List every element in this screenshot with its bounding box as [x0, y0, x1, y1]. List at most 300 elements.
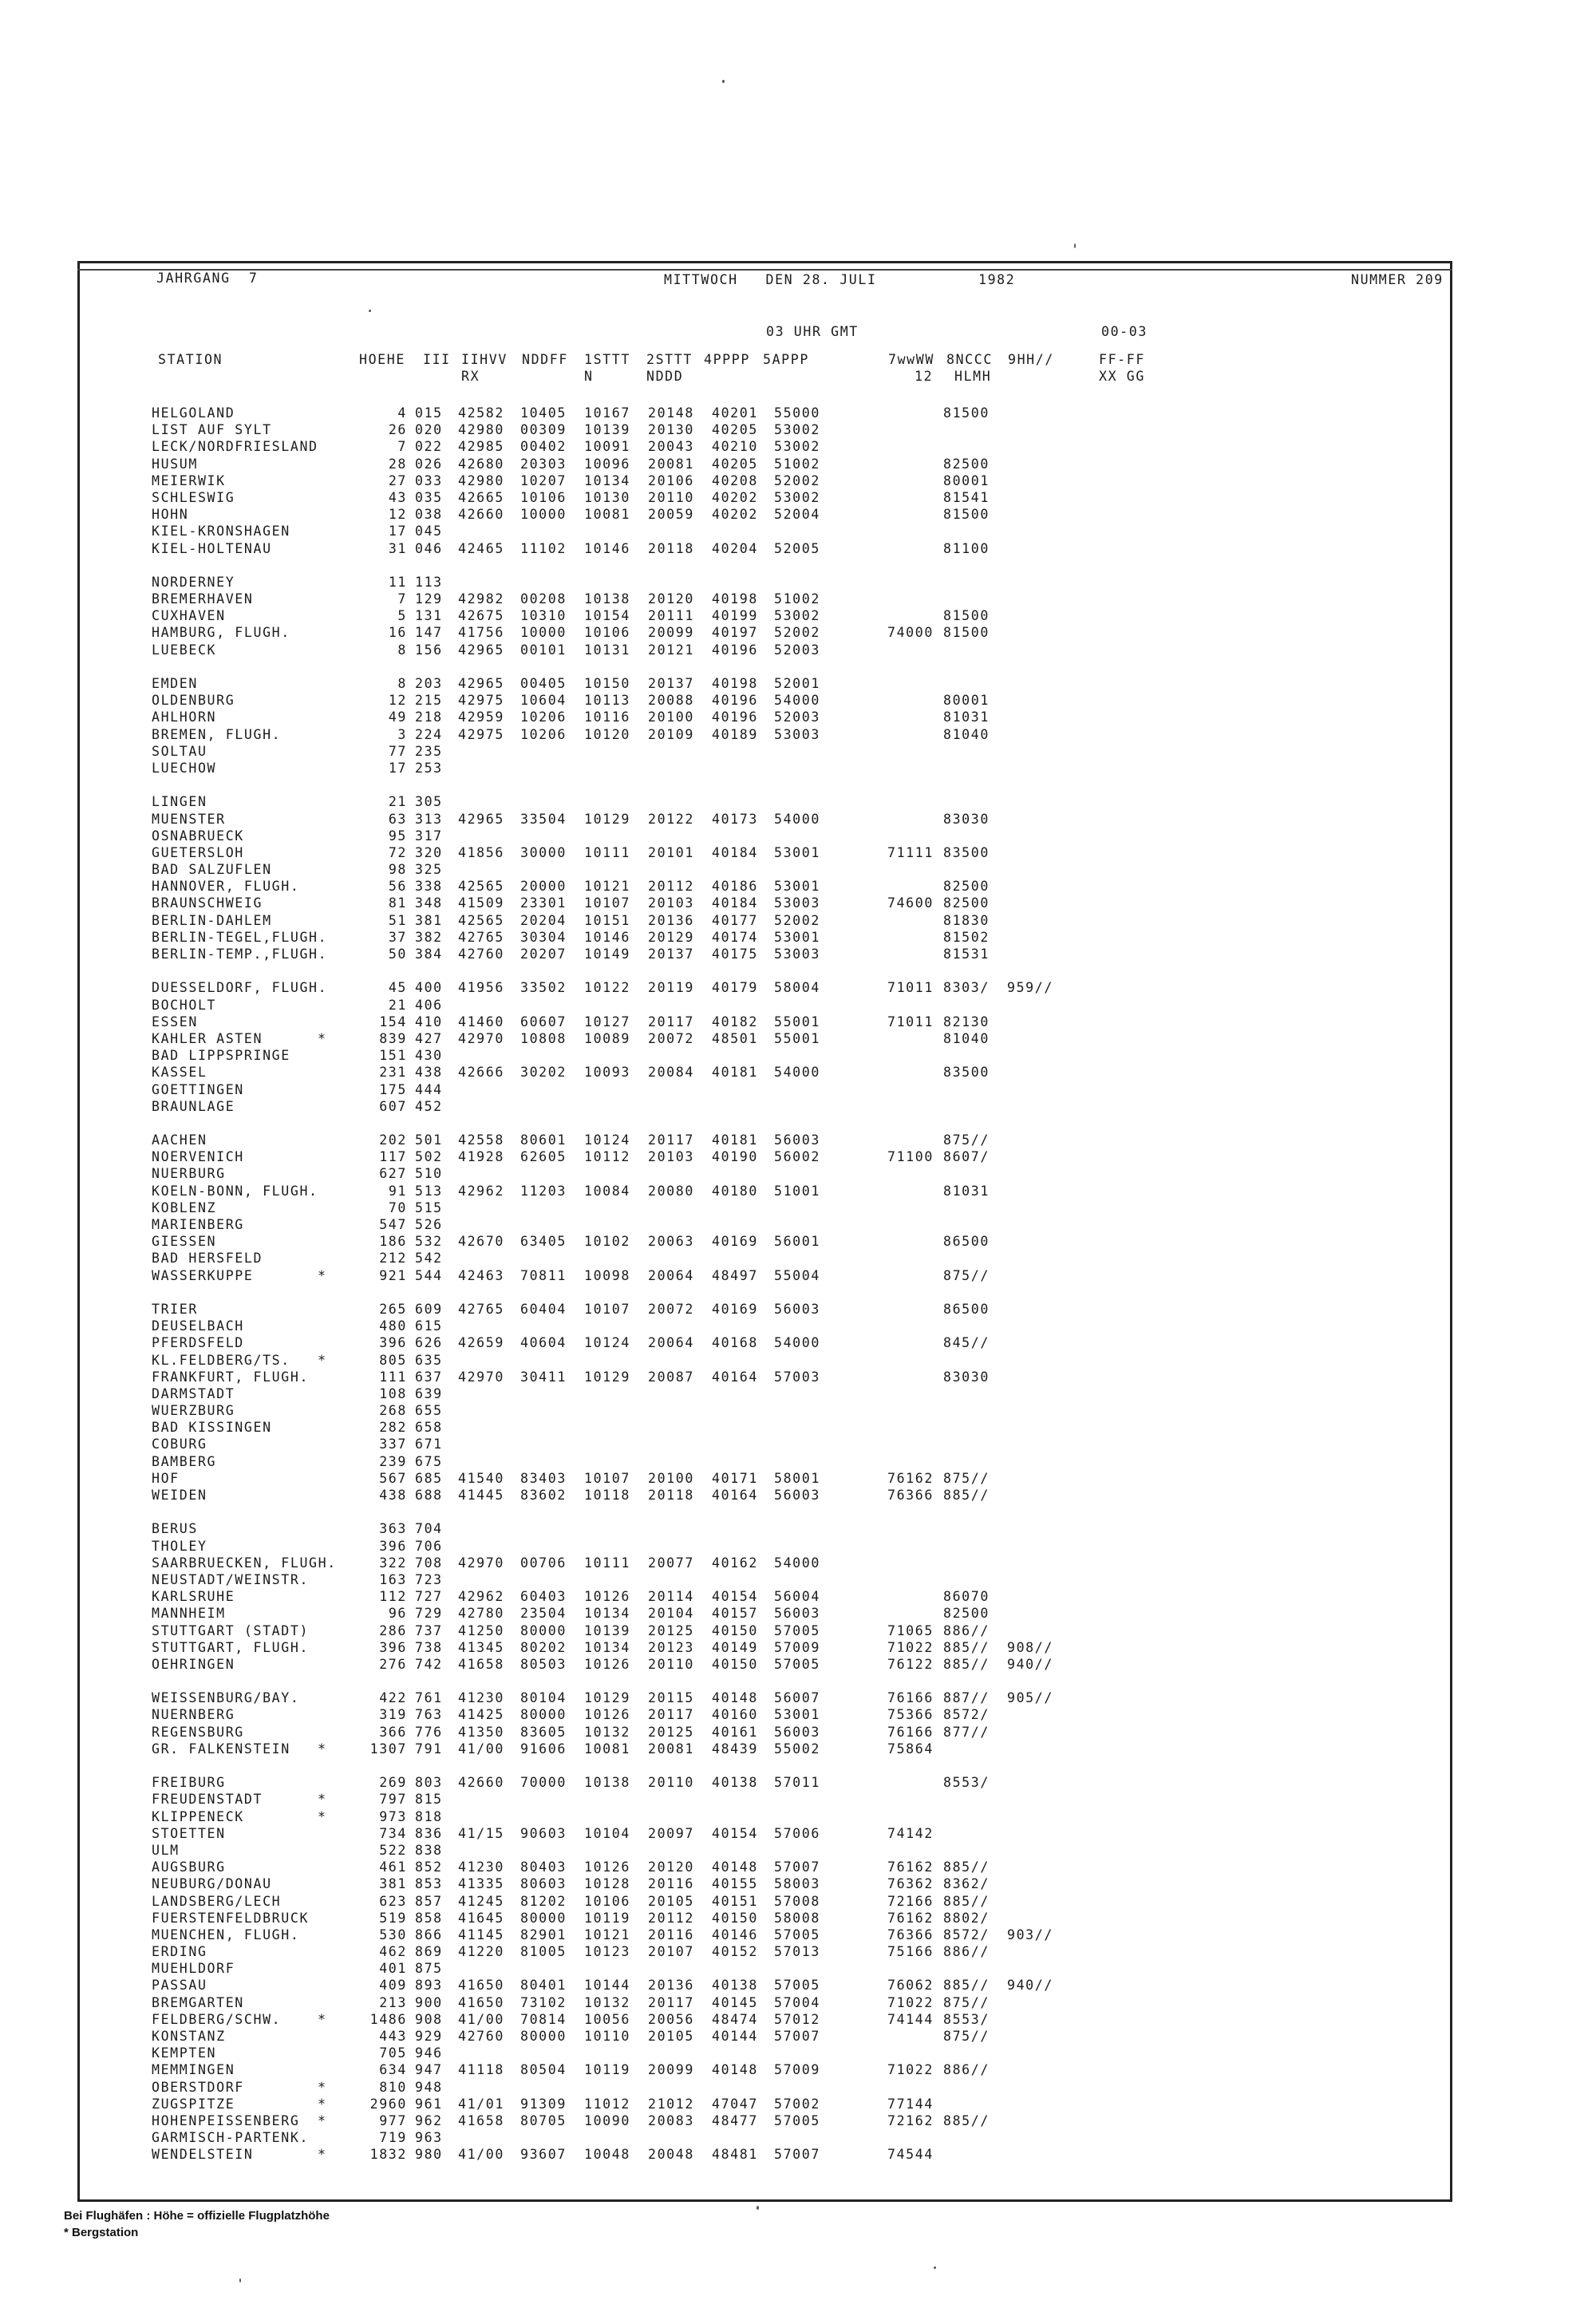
group-5appp: 52002 [774, 472, 820, 488]
station-height: 12 [388, 507, 407, 523]
group-4pppp: 48501 [712, 1030, 758, 1046]
group-iihvv: 42965 [458, 642, 504, 658]
group-1sttt: 10120 [584, 726, 630, 742]
station-height: 363 [379, 1521, 407, 1537]
group-nddff: 60607 [520, 1014, 567, 1029]
station-index: 818 [415, 1808, 443, 1824]
scan-speck [757, 2206, 759, 2210]
group-iihvv: 42558 [458, 1132, 504, 1148]
group-nddff: 81005 [520, 1944, 567, 1960]
group-5appp: 54000 [774, 1555, 820, 1571]
station-index: 671 [415, 1437, 443, 1452]
group-4pppp: 40189 [712, 726, 758, 742]
group-7wwww: 75366 [887, 1707, 934, 1723]
group-nddff: 80202 [520, 1639, 567, 1655]
year-label: 1982 [978, 272, 1016, 287]
station-height: 409 [379, 1978, 407, 1994]
col-header-c3: 1STTT [584, 352, 630, 367]
group-8nccc: 86500 [943, 1234, 990, 1250]
station-index: 738 [415, 1639, 443, 1655]
station-index: 737 [415, 1622, 443, 1638]
group-iihvv: 42959 [458, 709, 504, 725]
station-index: 836 [415, 1825, 443, 1841]
station-height: 1307 [369, 1741, 407, 1757]
station-name: BERLIN-DAHLEM [152, 912, 272, 928]
group-8nccc: 82130 [943, 1014, 990, 1029]
group-4pppp: 40164 [712, 1369, 758, 1385]
group-nddff: 70000 [520, 1775, 567, 1791]
group-8nccc: 82500 [943, 895, 990, 911]
station-height: 17 [388, 760, 407, 776]
group-5appp: 52005 [774, 540, 820, 556]
footnote-mountain-station: * Bergstation [64, 2226, 139, 2239]
station-name: GIESSEN [152, 1234, 217, 1250]
group-5appp: 51002 [774, 591, 820, 607]
group-iihvv: 42985 [458, 439, 504, 455]
group-8nccc: 81040 [943, 726, 990, 742]
group-4pppp: 40175 [712, 946, 758, 962]
col-header-hoehe: HOEHE [359, 352, 405, 367]
group-4pppp: 40205 [712, 422, 758, 438]
mountain-station-marker: * [318, 1030, 327, 1046]
group-7wwww: 76362 [887, 1876, 934, 1892]
group-iihvv: 42680 [458, 456, 504, 472]
group-nddff: 10206 [520, 709, 567, 725]
station-name: BRAUNSCHWEIG [152, 895, 263, 911]
group-4pppp: 40205 [712, 456, 758, 472]
station-index: 875 [415, 1961, 443, 1977]
group-7wwww: 76122 [887, 1656, 934, 1672]
group-1sttt: 10106 [584, 1893, 630, 1909]
station-index: 544 [415, 1267, 443, 1283]
group-5appp: 52002 [774, 625, 820, 641]
group-2sttt: 20122 [648, 811, 694, 827]
station-index: 763 [415, 1707, 443, 1723]
station-name: NUERNBERG [152, 1707, 235, 1723]
group-iihvv: 41509 [458, 895, 504, 911]
group-7wwww: 77144 [887, 2096, 934, 2112]
station-height: 28 [388, 456, 407, 472]
station-index: 147 [415, 625, 443, 641]
group-2sttt: 20117 [648, 1132, 694, 1148]
station-height: 269 [379, 1775, 407, 1791]
group-5appp: 51001 [774, 1183, 820, 1199]
group-4pppp: 40201 [712, 405, 758, 421]
station-name: OLDENBURG [152, 693, 235, 709]
station-name: GOETTINGEN [152, 1081, 244, 1097]
group-4pppp: 40171 [712, 1470, 758, 1486]
group-1sttt: 10089 [584, 1030, 630, 1046]
group-1sttt: 10111 [584, 1555, 630, 1571]
station-height: 366 [379, 1724, 407, 1740]
group-nddff: 00706 [520, 1555, 567, 1571]
group-2sttt: 20080 [648, 1183, 694, 1199]
group-2sttt: 20110 [648, 489, 694, 505]
station-index: 658 [415, 1420, 443, 1436]
group-1sttt: 10106 [584, 625, 630, 641]
group-8nccc: 81500 [943, 608, 990, 624]
group-1sttt: 10167 [584, 405, 630, 421]
station-height: 239 [379, 1453, 407, 1469]
group-8nccc: 845// [943, 1335, 990, 1351]
group-nddff: 10207 [520, 472, 567, 488]
group-5appp: 57008 [774, 1893, 820, 1909]
station-name: BREMERHAVEN [152, 591, 254, 607]
col-header-c8-sub: HLMH [954, 369, 992, 384]
group-2sttt: 20120 [648, 1859, 694, 1875]
station-height: 265 [379, 1301, 407, 1317]
group-1sttt: 10132 [584, 1724, 630, 1740]
mountain-station-marker: * [318, 2096, 327, 2112]
station-height: 337 [379, 1437, 407, 1452]
station-height: 95 [388, 828, 407, 844]
station-name: KLIPPENECK [152, 1808, 244, 1824]
col-header-c8: 8NCCC [946, 352, 993, 367]
group-1sttt: 10118 [584, 1488, 630, 1503]
group-1sttt: 10126 [584, 1859, 630, 1875]
group-2sttt: 20112 [648, 879, 694, 895]
station-height: 4 [397, 405, 407, 421]
group-2sttt: 20105 [648, 2029, 694, 2044]
station-height: 268 [379, 1403, 407, 1419]
group-nddff: 91606 [520, 1741, 567, 1757]
group-4pppp: 40169 [712, 1234, 758, 1250]
group-iihvv: 41928 [458, 1149, 504, 1165]
group-2sttt: 20112 [648, 1910, 694, 1926]
station-height: 21 [388, 997, 407, 1013]
station-index: 980 [415, 2147, 443, 2163]
station-name: FREUDENSTADT [152, 1792, 263, 1808]
group-1sttt: 10126 [584, 1656, 630, 1672]
group-7wwww: 75864 [887, 1741, 934, 1757]
group-nddff: 82901 [520, 1927, 567, 1942]
group-5appp: 56003 [774, 1301, 820, 1317]
group-8nccc: 83030 [943, 811, 990, 827]
station-index: 317 [415, 828, 443, 844]
station-name: FREIBURG [152, 1775, 226, 1791]
group-4pppp: 40174 [712, 929, 758, 945]
group-1sttt: 10119 [584, 2062, 630, 2078]
station-name: KIEL-KRONSHAGEN [152, 524, 290, 539]
station-name: WASSERKUPPE [152, 1267, 254, 1283]
station-index: 685 [415, 1470, 443, 1486]
group-8nccc: 81500 [943, 405, 990, 421]
station-index: 320 [415, 844, 443, 860]
group-nddff: 10206 [520, 726, 567, 742]
group-iihvv: 42760 [458, 2029, 504, 2044]
station-index: 438 [415, 1065, 443, 1081]
station-name: AHLHORN [152, 709, 217, 725]
group-iihvv: 42465 [458, 540, 504, 556]
group-8nccc: 887// [943, 1690, 990, 1706]
station-name: FRANKFURT, FLUGH. [152, 1369, 310, 1385]
station-name: LUECHOW [152, 760, 217, 776]
station-name: LINGEN [152, 794, 207, 810]
group-iihvv: 42660 [458, 1775, 504, 1791]
group-1sttt: 10139 [584, 422, 630, 438]
group-1sttt: 10098 [584, 1267, 630, 1283]
group-nddff: 33502 [520, 980, 567, 996]
group-7wwww: 74142 [887, 1825, 934, 1841]
station-index: 513 [415, 1183, 443, 1199]
group-4pppp: 40160 [712, 1707, 758, 1723]
group-nddff: 80000 [520, 1622, 567, 1638]
group-1sttt: 10149 [584, 946, 630, 962]
group-8nccc: 81830 [943, 912, 990, 928]
group-iihvv: 42675 [458, 608, 504, 624]
group-8nccc: 8303/ [943, 980, 990, 996]
station-index: 655 [415, 1403, 443, 1419]
group-2sttt: 20088 [648, 693, 694, 709]
station-height: 607 [379, 1098, 407, 1114]
group-2sttt: 20109 [648, 726, 694, 742]
group-8nccc: 875// [943, 1470, 990, 1486]
group-7wwww: 76366 [887, 1927, 934, 1942]
group-8nccc: 875// [943, 2029, 990, 2044]
station-index: 427 [415, 1030, 443, 1046]
group-2sttt: 20116 [648, 1876, 694, 1892]
station-name: SCHLESWIG [152, 489, 235, 505]
station-height: 77 [388, 743, 407, 759]
station-height: 37 [388, 929, 407, 945]
station-name: GR. FALKENSTEIN [152, 1741, 290, 1757]
station-name: KASSEL [152, 1065, 207, 1081]
station-height: 63 [388, 811, 407, 827]
station-height: 213 [379, 1994, 407, 2010]
group-4pppp: 40190 [712, 1149, 758, 1165]
group-2sttt: 20107 [648, 1944, 694, 1960]
station-name: HELGOLAND [152, 405, 235, 421]
group-4pppp: 40184 [712, 844, 758, 860]
group-5appp: 52001 [774, 676, 820, 691]
group-iihvv: 42970 [458, 1555, 504, 1571]
group-4pppp: 40182 [712, 1014, 758, 1029]
group-1sttt: 10134 [584, 1639, 630, 1655]
group-5appp: 58008 [774, 1910, 820, 1926]
station-index: 515 [415, 1199, 443, 1215]
group-iihvv: 42666 [458, 1065, 504, 1081]
station-index: 452 [415, 1098, 443, 1114]
station-name: MUENSTER [152, 811, 226, 827]
group-5appp: 53001 [774, 844, 820, 860]
group-2sttt: 20114 [648, 1589, 694, 1605]
station-height: 72 [388, 844, 407, 860]
group-5appp: 56001 [774, 1234, 820, 1250]
group-nddff: 00101 [520, 642, 567, 658]
group-4pppp: 40204 [712, 540, 758, 556]
group-5appp: 57005 [774, 1622, 820, 1638]
station-index: 929 [415, 2029, 443, 2044]
group-7wwww: 71022 [887, 1639, 934, 1655]
col-header-c1-sub: RX [461, 369, 480, 384]
group-5appp: 57009 [774, 1639, 820, 1655]
col-header-c3-sub: N [584, 369, 594, 384]
group-4pppp: 40152 [712, 1944, 758, 1960]
station-name: ERDING [152, 1944, 207, 1960]
group-nddff: 10405 [520, 405, 567, 421]
group-iihvv: 41145 [458, 1927, 504, 1942]
station-name: BAD SALZUFLEN [152, 862, 272, 878]
station-name: KOBLENZ [152, 1199, 217, 1215]
station-index: 815 [415, 1792, 443, 1808]
group-7wwww: 76162 [887, 1470, 934, 1486]
group-2sttt: 20111 [648, 608, 694, 624]
group-iihvv: 42670 [458, 1234, 504, 1250]
station-index: 635 [415, 1352, 443, 1368]
station-height: 8 [397, 642, 407, 658]
group-4pppp: 40197 [712, 625, 758, 641]
group-2sttt: 20121 [648, 642, 694, 658]
station-name: LUEBECK [152, 642, 217, 658]
group-2sttt: 20103 [648, 1149, 694, 1165]
col-header-c5: 4PPPP [704, 352, 750, 367]
group-1sttt: 10129 [584, 1369, 630, 1385]
station-name: KAHLER ASTEN [152, 1030, 263, 1046]
group-8nccc: 885// [943, 1656, 990, 1672]
group-7wwww: 74544 [887, 2147, 934, 2163]
group-7wwww: 71111 [887, 844, 934, 860]
group-5appp: 54000 [774, 1335, 820, 1351]
station-index: 381 [415, 912, 443, 928]
group-4pppp: 40180 [712, 1183, 758, 1199]
group-nddff: 00402 [520, 439, 567, 455]
col-header-c1: IIHVV [461, 352, 508, 367]
station-index: 325 [415, 862, 443, 878]
group-8nccc: 885// [943, 1859, 990, 1875]
group-4pppp: 40196 [712, 709, 758, 725]
station-height: 1486 [369, 2011, 407, 2027]
station-height: 81 [388, 895, 407, 911]
station-name: HOHENPEISSENBERG [152, 2112, 300, 2128]
station-index: 803 [415, 1775, 443, 1791]
group-7wwww: 76366 [887, 1488, 934, 1503]
station-name: ULM [152, 1842, 180, 1858]
station-height: 623 [379, 1893, 407, 1909]
group-nddff: 10106 [520, 489, 567, 505]
group-nddff: 80401 [520, 1978, 567, 1994]
group-5appp: 57004 [774, 1994, 820, 2010]
group-4pppp: 40154 [712, 1825, 758, 1841]
group-1sttt: 10091 [584, 439, 630, 455]
station-index: 384 [415, 946, 443, 962]
group-2sttt: 20117 [648, 1014, 694, 1029]
group-4pppp: 40150 [712, 1910, 758, 1926]
group-4pppp: 48497 [712, 1267, 758, 1283]
group-1sttt: 10151 [584, 912, 630, 928]
group-5appp: 51002 [774, 456, 820, 472]
group-4pppp: 40202 [712, 507, 758, 523]
station-index: 022 [415, 439, 443, 455]
group-7wwww: 71022 [887, 2062, 934, 2078]
group-2sttt: 20118 [648, 540, 694, 556]
group-4pppp: 40210 [712, 439, 758, 455]
station-name: FELDBERG/SCHW. [152, 2011, 282, 2027]
group-nddff: 70811 [520, 1267, 567, 1283]
station-height: 797 [379, 1792, 407, 1808]
group-8nccc: 886// [943, 1944, 990, 1960]
group-7wwww: 71065 [887, 1622, 934, 1638]
station-name: NORDERNEY [152, 574, 235, 590]
group-nddff: 73102 [520, 1994, 567, 2010]
station-index: 900 [415, 1994, 443, 2010]
station-index: 338 [415, 879, 443, 895]
group-5appp: 58003 [774, 1876, 820, 1892]
group-2sttt: 20083 [648, 2112, 694, 2128]
group-8nccc: 81541 [943, 489, 990, 505]
group-2sttt: 20123 [648, 1639, 694, 1655]
group-8nccc: 82500 [943, 456, 990, 472]
group-5appp: 53002 [774, 439, 820, 455]
group-nddff: 10808 [520, 1030, 567, 1046]
group-4pppp: 48474 [712, 2011, 758, 2027]
group-2sttt: 20072 [648, 1301, 694, 1317]
group-5appp: 55000 [774, 405, 820, 421]
station-name: OSNABRUECK [152, 828, 244, 844]
station-index: 675 [415, 1453, 443, 1469]
group-iihvv: 42565 [458, 912, 504, 928]
group-1sttt: 10056 [584, 2011, 630, 2027]
group-nddff: 91309 [520, 2096, 567, 2112]
station-height: 522 [379, 1842, 407, 1858]
group-nddff: 93607 [520, 2147, 567, 2163]
group-iihvv: 42975 [458, 726, 504, 742]
station-height: 973 [379, 1808, 407, 1824]
group-7wwww: 75166 [887, 1944, 934, 1960]
station-height: 175 [379, 1081, 407, 1097]
group-iihvv: 41540 [458, 1470, 504, 1486]
station-index: 761 [415, 1690, 443, 1706]
group-2sttt: 20129 [648, 929, 694, 945]
group-5appp: 55001 [774, 1030, 820, 1046]
station-index: 510 [415, 1166, 443, 1182]
group-5appp: 58004 [774, 980, 820, 996]
station-index: 035 [415, 489, 443, 505]
group-2sttt: 20072 [648, 1030, 694, 1046]
group-8nccc: 86500 [943, 1301, 990, 1317]
group-2sttt: 20130 [648, 422, 694, 438]
group-2sttt: 20110 [648, 1775, 694, 1791]
group-2sttt: 20081 [648, 1741, 694, 1757]
group-5appp: 52004 [774, 507, 820, 523]
group-iihvv: 41445 [458, 1488, 504, 1503]
group-iihvv: 41756 [458, 625, 504, 641]
group-iihvv: 42463 [458, 1267, 504, 1283]
station-index: 776 [415, 1724, 443, 1740]
footnote-airports: Bei Flughäfen : Höhe = offizielle Flugplatzhöhe [64, 2209, 330, 2223]
group-1sttt: 10107 [584, 1470, 630, 1486]
group-4pppp: 40154 [712, 1589, 758, 1605]
group-1sttt: 10131 [584, 642, 630, 658]
station-height: 1832 [369, 2147, 407, 2163]
group-5appp: 57007 [774, 2029, 820, 2044]
group-1sttt: 11012 [584, 2096, 630, 2112]
station-height: 2960 [369, 2096, 407, 2112]
group-5appp: 52003 [774, 642, 820, 658]
station-height: 163 [379, 1571, 407, 1587]
station-height: 231 [379, 1065, 407, 1081]
group-1sttt: 10138 [584, 591, 630, 607]
station-name: KL.FELDBERG/TS. [152, 1352, 290, 1368]
group-4pppp: 40184 [712, 895, 758, 911]
group-4pppp: 40198 [712, 676, 758, 691]
group-8nccc: 81031 [943, 1183, 990, 1199]
group-1sttt: 10107 [584, 1301, 630, 1317]
group-5appp: 54000 [774, 811, 820, 827]
group-4pppp: 40186 [712, 879, 758, 895]
group-iihvv: 41856 [458, 844, 504, 860]
station-index: 727 [415, 1589, 443, 1605]
station-index: 348 [415, 895, 443, 911]
